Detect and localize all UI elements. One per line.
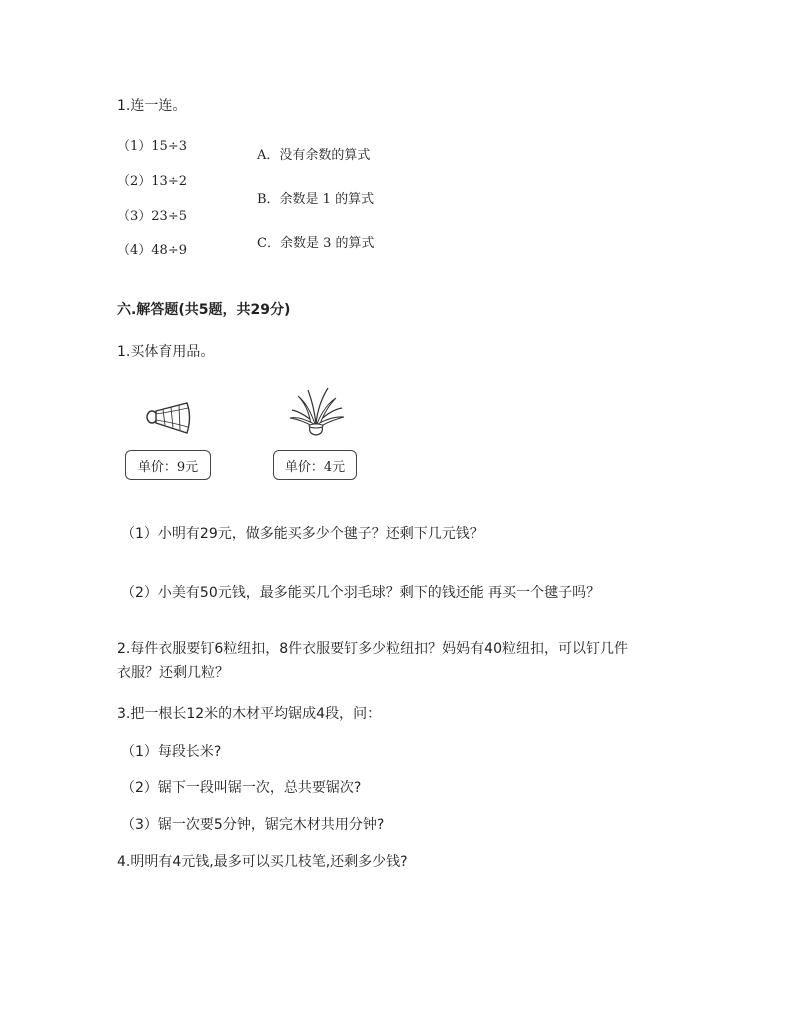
question-3-sub-3: （3）锯一次要5分钟，锯完木材共用分钟?	[121, 817, 385, 833]
question-3-title: 3.把一根长12米的木材平均锯成4段，问：	[117, 706, 382, 722]
price-label-badminton: 单价：9元	[137, 459, 199, 475]
connect-question-title: 1.连一连。	[117, 98, 187, 114]
question-1-title: 1.买体育用品。	[117, 344, 215, 360]
connect-left-item-4: （4）48÷9	[117, 243, 187, 258]
price-label-jianzi: 单价：4元	[284, 459, 346, 475]
question-2-line-2: 衣服？还剩几粒？	[117, 665, 229, 681]
connect-left-item-3: （3）23÷5	[117, 209, 187, 224]
section-heading: 六.解答题(共5题，共29分)	[117, 302, 291, 318]
question-4-text: 4.明明有4元钱,最多可以买几枝笔,还剩多少钱?	[117, 854, 408, 870]
price-tag-badminton	[125, 450, 211, 480]
shuttlecock-jianzi-icon	[288, 384, 346, 440]
connect-right-item-c: C．余数是 3 的算式	[257, 236, 375, 251]
question-2-line-1: 2.每件衣服要钉6粒纽扣，8件衣服要钉多少粒纽扣？妈妈有40粒纽扣，可以钉几件	[117, 641, 628, 657]
connect-right-item-a: A．没有余数的算式	[257, 148, 371, 163]
question-1-sub-1: （1）小明有29元，做多能买多少个毽子？还剩下几元钱？	[121, 526, 484, 542]
question-3-sub-1: （1）每段长米?	[121, 744, 222, 760]
connect-left-item-1: （1）15÷3	[117, 139, 187, 154]
connect-left-item-2: （2）13÷2	[117, 174, 187, 189]
connect-right-item-b: B．余数是 1 的算式	[257, 192, 375, 207]
price-tag-jianzi	[273, 450, 357, 480]
question-1-sub-2: （2）小美有50元钱，最多能买几个羽毛球？剩下的钱还能 再买一个毽子吗？	[121, 585, 601, 601]
question-3-sub-2: （2）锯下一段叫锯一次，总共要锯次?	[121, 780, 362, 796]
badminton-shuttlecock-icon	[145, 400, 195, 436]
